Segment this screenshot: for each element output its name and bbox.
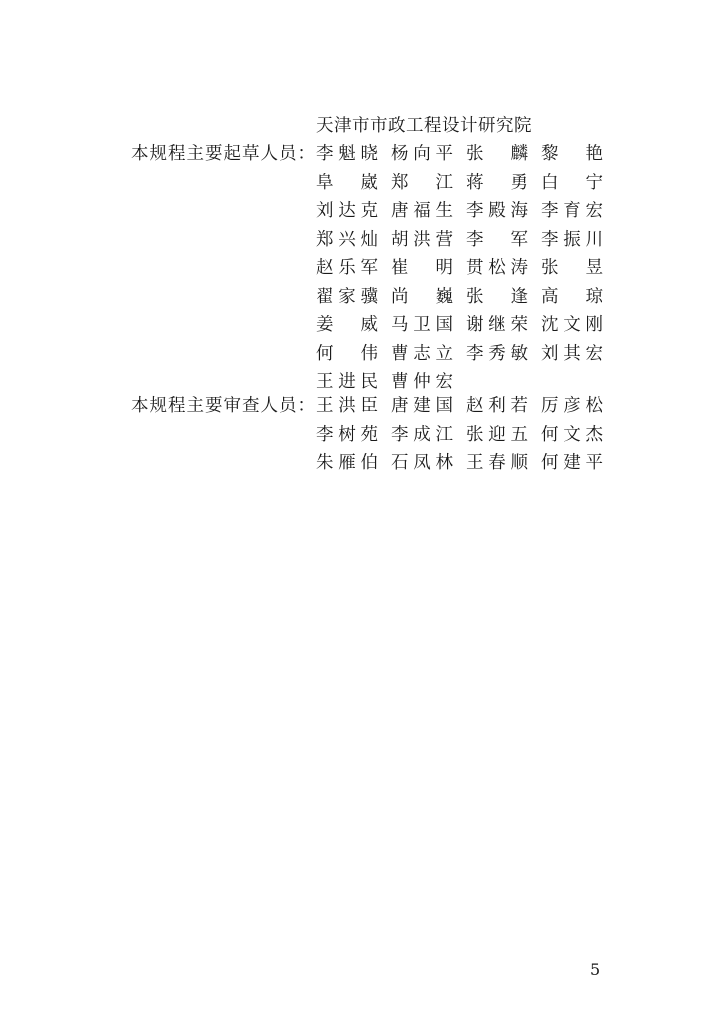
- drafters-name: 贯 松 涛: [466, 258, 528, 278]
- drafters-name: 杨 向 平: [391, 144, 453, 164]
- drafters-name: 高 琼: [541, 286, 603, 307]
- reviewers-name: 唐 建 国: [391, 396, 453, 416]
- reviewers-name: 李 成 江: [391, 424, 453, 445]
- drafters-name: 翟 家 骥: [316, 286, 378, 307]
- drafters-row: [316, 311, 616, 339]
- drafters-name: 白 宁: [541, 172, 603, 193]
- reviewers-row: [316, 392, 616, 420]
- drafters-name: 李 振 川: [541, 229, 603, 250]
- organization-name: 天津市市政工程设计研究院: [316, 116, 532, 136]
- drafters-name: 郑 江: [391, 172, 453, 193]
- reviewers-label: 本规程主要审查人员：: [131, 396, 316, 416]
- drafters-row: [316, 197, 616, 225]
- reviewers-name: 石 凤 林: [391, 453, 453, 473]
- drafters-row: [316, 169, 616, 197]
- drafters-name: 蒋 勇: [466, 172, 528, 193]
- drafters-row: [316, 140, 616, 168]
- drafters-name: 张 麟: [466, 144, 528, 164]
- drafters-name: 尚 巍: [391, 286, 453, 307]
- reviewers-name: 张 迎 五: [466, 424, 528, 445]
- page-number: 5: [590, 960, 601, 979]
- reviewers-row: [316, 421, 616, 449]
- drafters-name: 曹 仲 宏: [391, 372, 453, 392]
- drafters-name: 阜 崴: [316, 172, 378, 193]
- reviewers-name: 赵 利 若: [466, 396, 528, 416]
- drafters-name: 李 秀 敏: [466, 343, 528, 364]
- drafters-name: 何 伟: [316, 343, 378, 364]
- drafters-name: 李 军: [466, 229, 528, 250]
- drafters-name: 崔 明: [391, 258, 453, 278]
- drafters-name: 马 卫 国: [391, 315, 453, 335]
- drafters-name: 李 育 宏: [541, 201, 603, 221]
- reviewers-row: [316, 449, 616, 477]
- drafters-name: 赵 乐 军: [316, 258, 378, 278]
- drafters-name: 谢 继 荣: [466, 315, 528, 335]
- drafters-name: 曹 志 立: [391, 343, 453, 364]
- drafters-name: 黎 艳: [541, 144, 603, 164]
- drafters-name: 沈 文 刚: [541, 315, 603, 335]
- drafters-name: 胡 洪 营: [391, 229, 453, 250]
- reviewers-name: 何 文 杰: [541, 424, 603, 445]
- drafters-name: 李 殿 海: [466, 201, 528, 221]
- reviewers-name: 王 春 顺: [466, 453, 528, 473]
- drafters-row: [316, 254, 616, 282]
- drafters-name: 刘 其 宏: [541, 343, 603, 364]
- drafters-label: 本规程主要起草人员：: [131, 144, 316, 164]
- reviewers-name: 厉 彦 松: [541, 396, 603, 416]
- reviewers-name: 何 建 平: [541, 453, 603, 473]
- reviewers-name: 李 树 苑: [316, 424, 378, 445]
- drafters-name: 刘 达 克: [316, 201, 378, 221]
- drafters-row: [316, 283, 616, 311]
- drafters-name: 唐 福 生: [391, 201, 453, 221]
- drafters-name: 郑 兴 灿: [316, 229, 378, 250]
- reviewers-name: 王 洪 臣: [316, 396, 378, 416]
- drafters-name: 张 逢: [466, 286, 528, 307]
- reviewers-name: 朱 雁 伯: [316, 453, 378, 473]
- drafters-row: [316, 340, 616, 368]
- drafters-name: 王 进 民: [316, 372, 378, 392]
- drafters-row: [316, 226, 616, 254]
- drafters-name: 李 魁 晓: [316, 144, 378, 164]
- drafters-name: 张 昱: [541, 258, 603, 278]
- drafters-name: 姜 威: [316, 315, 378, 335]
